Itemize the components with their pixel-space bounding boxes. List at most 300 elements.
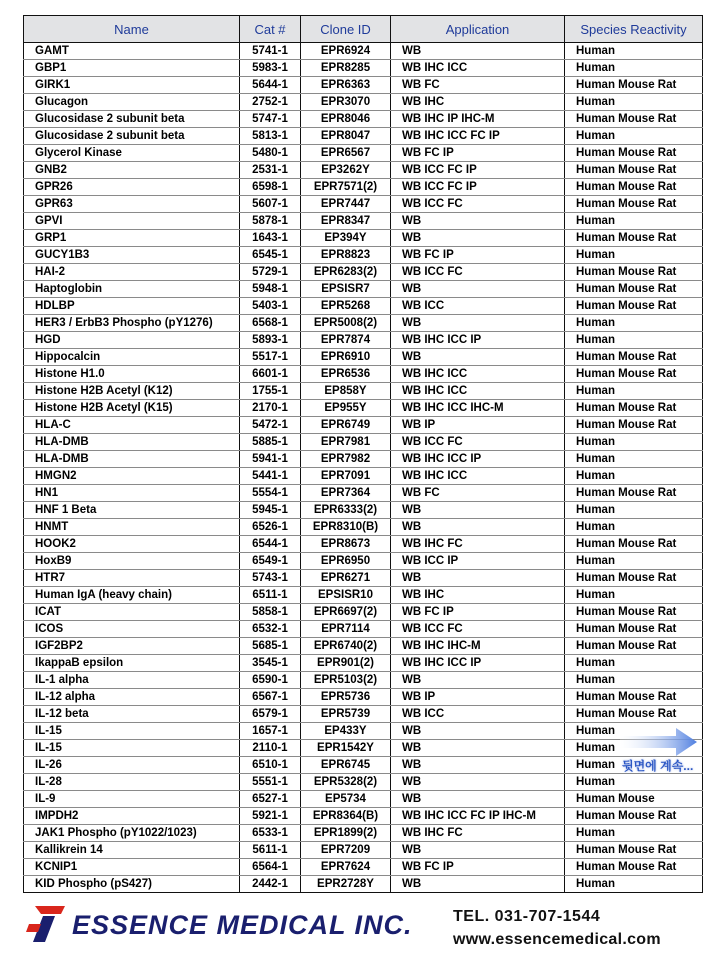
clone-id-cell: EP3262Y	[301, 162, 391, 179]
clone-id-cell: EPR8285	[301, 60, 391, 77]
name-cell: HLA-DMB	[24, 451, 240, 468]
clone-id-cell: EPR7447	[301, 196, 391, 213]
cat-number-cell: 1643-1	[240, 230, 301, 247]
clone-id-cell: EPR6567	[301, 145, 391, 162]
table-row	[24, 808, 703, 825]
application-cell: WB	[391, 349, 565, 366]
name-cell: GPR63	[24, 196, 240, 213]
application-cell: WB IP	[391, 689, 565, 706]
table-row	[24, 638, 703, 655]
clone-id-cell: EPR8364(B)	[301, 808, 391, 825]
cat-number-cell: 5948-1	[240, 281, 301, 298]
clone-id-cell: EPR6910	[301, 349, 391, 366]
application-cell: WB	[391, 315, 565, 332]
application-cell: WB IHC	[391, 94, 565, 111]
table-row	[24, 60, 703, 77]
cat-number-cell: 5644-1	[240, 77, 301, 94]
cat-number-cell: 6601-1	[240, 366, 301, 383]
clone-id-cell: EPR5736	[301, 689, 391, 706]
clone-id-cell: EPR6924	[301, 43, 391, 60]
species-cell: Human Mouse Rat	[565, 400, 703, 417]
name-cell: GNB2	[24, 162, 240, 179]
table-row	[24, 434, 703, 451]
application-cell: WB IHC	[391, 587, 565, 604]
table-row	[24, 536, 703, 553]
header-name: Name	[24, 16, 240, 43]
species-cell: Human	[565, 383, 703, 400]
clone-id-cell: EPR8310(B)	[301, 519, 391, 536]
company-name: ESSENCE MEDICAL INC.	[72, 910, 413, 940]
company-telephone: TEL. 031-707-1544	[453, 908, 601, 925]
species-cell: Human	[565, 451, 703, 468]
application-cell: WB	[391, 774, 565, 791]
application-cell: WB FC IP	[391, 145, 565, 162]
species-cell: Human Mouse Rat	[565, 111, 703, 128]
name-cell: Human IgA (heavy chain)	[24, 587, 240, 604]
application-cell: WB ICC FC	[391, 264, 565, 281]
application-cell: WB	[391, 213, 565, 230]
header-clone-id: Clone ID	[301, 16, 391, 43]
species-cell: Human Mouse Rat	[565, 230, 703, 247]
cat-number-cell: 5858-1	[240, 604, 301, 621]
application-cell: WB FC IP	[391, 604, 565, 621]
species-cell: Human Mouse Rat	[565, 706, 703, 723]
cat-number-cell: 2442-1	[240, 876, 301, 893]
application-cell: WB ICC FC IP	[391, 162, 565, 179]
application-cell: WB ICC FC	[391, 196, 565, 213]
cat-number-cell: 5403-1	[240, 298, 301, 315]
product-table	[23, 15, 703, 893]
cat-number-cell: 5945-1	[240, 502, 301, 519]
species-cell: Human Mouse Rat	[565, 570, 703, 587]
species-cell: Human	[565, 876, 703, 893]
name-cell: HN1	[24, 485, 240, 502]
clone-id-cell: EPR8046	[301, 111, 391, 128]
application-cell: WB	[391, 230, 565, 247]
cat-number-cell: 2531-1	[240, 162, 301, 179]
species-cell: Human	[565, 434, 703, 451]
clone-id-cell: EPR6333(2)	[301, 502, 391, 519]
cat-number-cell: 6549-1	[240, 553, 301, 570]
name-cell: Histone H2B Acetyl (K15)	[24, 400, 240, 417]
clone-id-cell: EPR7114	[301, 621, 391, 638]
species-cell: Human	[565, 43, 703, 60]
table-body	[24, 43, 703, 893]
application-cell: WB FC	[391, 485, 565, 502]
species-cell: Human	[565, 128, 703, 145]
cat-number-cell: 6590-1	[240, 672, 301, 689]
name-cell: GPVI	[24, 213, 240, 230]
name-cell: GPR26	[24, 179, 240, 196]
table-row	[24, 740, 703, 757]
species-cell: Human Mouse Rat	[565, 162, 703, 179]
cat-number-cell: 5743-1	[240, 570, 301, 587]
clone-id-cell: EPR5739	[301, 706, 391, 723]
species-cell: Human Mouse Rat	[565, 366, 703, 383]
name-cell: Kallikrein 14	[24, 842, 240, 859]
name-cell: HDLBP	[24, 298, 240, 315]
cat-number-cell: 2752-1	[240, 94, 301, 111]
application-cell: WB FC IP	[391, 247, 565, 264]
table-row	[24, 77, 703, 94]
cat-number-cell: 2170-1	[240, 400, 301, 417]
application-cell: WB IHC FC	[391, 825, 565, 842]
species-cell: Human	[565, 587, 703, 604]
application-cell: WB ICC	[391, 298, 565, 315]
cat-number-cell: 1755-1	[240, 383, 301, 400]
table-row	[24, 298, 703, 315]
clone-id-cell: EPR3070	[301, 94, 391, 111]
table-row	[24, 230, 703, 247]
table-row	[24, 587, 703, 604]
species-cell: Human Mouse Rat	[565, 349, 703, 366]
table-row	[24, 43, 703, 60]
species-cell: Human	[565, 519, 703, 536]
application-cell: WB IHC IHC-M	[391, 638, 565, 655]
clone-id-cell: EPR7209	[301, 842, 391, 859]
application-cell: WB	[391, 740, 565, 757]
table-row	[24, 196, 703, 213]
application-cell: WB IHC ICC IP	[391, 451, 565, 468]
name-cell: IL-12 alpha	[24, 689, 240, 706]
clone-id-cell: EPR7364	[301, 485, 391, 502]
cat-number-cell: 2110-1	[240, 740, 301, 757]
species-cell: Human Mouse Rat	[565, 689, 703, 706]
clone-id-cell: EPR5103(2)	[301, 672, 391, 689]
clone-id-cell: EP858Y	[301, 383, 391, 400]
clone-id-cell: EPR8347	[301, 213, 391, 230]
table-row	[24, 162, 703, 179]
clone-id-cell: EPR6745	[301, 757, 391, 774]
application-cell: WB IHC FC	[391, 536, 565, 553]
application-cell: WB FC	[391, 77, 565, 94]
application-cell: WB	[391, 281, 565, 298]
cat-number-cell: 5554-1	[240, 485, 301, 502]
clone-id-cell: EPR5328(2)	[301, 774, 391, 791]
species-cell: Human Mouse Rat	[565, 77, 703, 94]
application-cell: WB ICC FC	[391, 434, 565, 451]
species-cell: Human Mouse Rat	[565, 536, 703, 553]
cat-number-cell: 1657-1	[240, 723, 301, 740]
table-row	[24, 179, 703, 196]
clone-id-cell: EPR6536	[301, 366, 391, 383]
table-row	[24, 672, 703, 689]
application-cell: WB IHC ICC	[391, 383, 565, 400]
right-arrow-icon	[620, 727, 700, 757]
application-cell: WB	[391, 672, 565, 689]
name-cell: HLA-C	[24, 417, 240, 434]
clone-id-cell: EPR8047	[301, 128, 391, 145]
name-cell: IL-15	[24, 723, 240, 740]
name-cell: GIRK1	[24, 77, 240, 94]
species-cell: Human	[565, 247, 703, 264]
cat-number-cell: 6598-1	[240, 179, 301, 196]
clone-id-cell: EPR5268	[301, 298, 391, 315]
name-cell: IGF2BP2	[24, 638, 240, 655]
species-cell: Human Mouse Rat	[565, 859, 703, 876]
table-row	[24, 281, 703, 298]
table-row	[24, 213, 703, 230]
footer	[0, 898, 720, 960]
name-cell: HLA-DMB	[24, 434, 240, 451]
clone-id-cell: EPR7571(2)	[301, 179, 391, 196]
table-row	[24, 553, 703, 570]
name-cell: GBP1	[24, 60, 240, 77]
name-cell: HTR7	[24, 570, 240, 587]
cat-number-cell: 5480-1	[240, 145, 301, 162]
table-row	[24, 774, 703, 791]
clone-id-cell: EPR7982	[301, 451, 391, 468]
table-row	[24, 145, 703, 162]
species-cell: Human Mouse Rat	[565, 145, 703, 162]
clone-id-cell: EPR6283(2)	[301, 264, 391, 281]
application-cell: WB	[391, 502, 565, 519]
clone-id-cell: EPR6749	[301, 417, 391, 434]
clone-id-cell: EPR6950	[301, 553, 391, 570]
cat-number-cell: 6510-1	[240, 757, 301, 774]
application-cell: WB IHC ICC IP	[391, 655, 565, 672]
cat-number-cell: 5741-1	[240, 43, 301, 60]
cat-number-cell: 6564-1	[240, 859, 301, 876]
name-cell: ICAT	[24, 604, 240, 621]
cat-number-cell: 5551-1	[240, 774, 301, 791]
species-cell: Human Mouse Rat	[565, 638, 703, 655]
species-cell: Human Mouse Rat	[565, 417, 703, 434]
name-cell: Glucagon	[24, 94, 240, 111]
species-cell: Human	[565, 502, 703, 519]
cat-number-cell: 3545-1	[240, 655, 301, 672]
continue-note-text: 뒷면에 계속...	[622, 759, 694, 773]
cat-number-cell: 5893-1	[240, 332, 301, 349]
table-row	[24, 502, 703, 519]
species-cell: Human	[565, 332, 703, 349]
clone-id-cell: EPR1542Y	[301, 740, 391, 757]
cat-number-cell: 5729-1	[240, 264, 301, 281]
clone-id-cell: EPR901(2)	[301, 655, 391, 672]
application-cell: WB	[391, 757, 565, 774]
cat-number-cell: 5607-1	[240, 196, 301, 213]
application-cell: WB ICC IP	[391, 553, 565, 570]
table-row	[24, 689, 703, 706]
species-cell: Human	[565, 655, 703, 672]
name-cell: Glucosidase 2 subunit beta	[24, 111, 240, 128]
clone-id-cell: EPSISR10	[301, 587, 391, 604]
name-cell: HOOK2	[24, 536, 240, 553]
species-cell: Human	[565, 723, 703, 740]
name-cell: JAK1 Phospho (pY1022/1023)	[24, 825, 240, 842]
table-row	[24, 128, 703, 145]
name-cell: HNF 1 Beta	[24, 502, 240, 519]
cat-number-cell: 5878-1	[240, 213, 301, 230]
table-row	[24, 485, 703, 502]
name-cell: IL-26	[24, 757, 240, 774]
table-row	[24, 332, 703, 349]
species-cell: Human Mouse Rat	[565, 264, 703, 281]
cat-number-cell: 6579-1	[240, 706, 301, 723]
name-cell: Haptoglobin	[24, 281, 240, 298]
species-cell: Human	[565, 672, 703, 689]
table-row	[24, 111, 703, 128]
table-row	[24, 247, 703, 264]
cat-number-cell: 5441-1	[240, 468, 301, 485]
name-cell: GRP1	[24, 230, 240, 247]
application-cell: WB IHC ICC	[391, 366, 565, 383]
clone-id-cell: EPR8673	[301, 536, 391, 553]
cat-number-cell: 5747-1	[240, 111, 301, 128]
clone-id-cell: EPSISR7	[301, 281, 391, 298]
species-cell: Human	[565, 94, 703, 111]
species-cell: Human	[565, 213, 703, 230]
name-cell: ICOS	[24, 621, 240, 638]
header-cat-number: Cat #	[240, 16, 301, 43]
clone-id-cell: EP433Y	[301, 723, 391, 740]
clone-id-cell: EPR6697(2)	[301, 604, 391, 621]
cat-number-cell: 6527-1	[240, 791, 301, 808]
table-row	[24, 723, 703, 740]
cat-number-cell: 6567-1	[240, 689, 301, 706]
name-cell: HMGN2	[24, 468, 240, 485]
species-cell: Human	[565, 553, 703, 570]
table-row	[24, 570, 703, 587]
cat-number-cell: 6532-1	[240, 621, 301, 638]
name-cell: KCNIP1	[24, 859, 240, 876]
cat-number-cell: 5941-1	[240, 451, 301, 468]
table-row	[24, 842, 703, 859]
table-row	[24, 876, 703, 893]
company-website[interactable]: www.essencemedical.com	[453, 931, 661, 948]
species-cell: Human Mouse Rat	[565, 808, 703, 825]
table-row	[24, 621, 703, 638]
cat-number-cell: 5685-1	[240, 638, 301, 655]
clone-id-cell: EP955Y	[301, 400, 391, 417]
cat-number-cell: 6544-1	[240, 536, 301, 553]
cat-number-cell: 6526-1	[240, 519, 301, 536]
application-cell: WB IP	[391, 417, 565, 434]
species-cell: Human Mouse Rat	[565, 298, 703, 315]
table-row	[24, 315, 703, 332]
name-cell: HER3 / ErbB3 Phospho (pY1276)	[24, 315, 240, 332]
table-row	[24, 757, 703, 774]
species-cell: Human Mouse Rat	[565, 485, 703, 502]
cat-number-cell: 6545-1	[240, 247, 301, 264]
name-cell: HNMT	[24, 519, 240, 536]
clone-id-cell: EPR7981	[301, 434, 391, 451]
name-cell: IL-1 alpha	[24, 672, 240, 689]
table-row	[24, 519, 703, 536]
cat-number-cell: 5517-1	[240, 349, 301, 366]
clone-id-cell: EPR6740(2)	[301, 638, 391, 655]
table-row	[24, 604, 703, 621]
application-cell: WB	[391, 791, 565, 808]
species-cell: Human Mouse Rat	[565, 621, 703, 638]
clone-id-cell: EPR6271	[301, 570, 391, 587]
name-cell: IkappaB epsilon	[24, 655, 240, 672]
species-cell: Human	[565, 757, 703, 774]
name-cell: Histone H1.0	[24, 366, 240, 383]
application-cell: WB	[391, 519, 565, 536]
application-cell: WB	[391, 842, 565, 859]
application-cell: WB IHC ICC IP	[391, 332, 565, 349]
name-cell: Histone H2B Acetyl (K12)	[24, 383, 240, 400]
header-application: Application	[391, 16, 565, 43]
species-cell: Human Mouse Rat	[565, 281, 703, 298]
species-cell: Human	[565, 60, 703, 77]
name-cell: IL-15	[24, 740, 240, 757]
name-cell: IL-9	[24, 791, 240, 808]
clone-id-cell: EPR8823	[301, 247, 391, 264]
table-row	[24, 859, 703, 876]
cat-number-cell: 5472-1	[240, 417, 301, 434]
name-cell: IL-12 beta	[24, 706, 240, 723]
application-cell: WB ICC	[391, 706, 565, 723]
clone-id-cell: EPR7624	[301, 859, 391, 876]
table-row	[24, 349, 703, 366]
cat-number-cell: 5983-1	[240, 60, 301, 77]
table-row	[24, 451, 703, 468]
application-cell: WB IHC ICC IHC-M	[391, 400, 565, 417]
application-cell: WB FC IP	[391, 859, 565, 876]
cat-number-cell: 5611-1	[240, 842, 301, 859]
clone-id-cell: EPR5008(2)	[301, 315, 391, 332]
name-cell: Hippocalcin	[24, 349, 240, 366]
clone-id-cell: EPR7091	[301, 468, 391, 485]
table-row	[24, 825, 703, 842]
table-row	[24, 655, 703, 672]
name-cell: Glucosidase 2 subunit beta	[24, 128, 240, 145]
name-cell: KID Phospho (pS427)	[24, 876, 240, 893]
species-cell: Human Mouse Rat	[565, 196, 703, 213]
application-cell: WB IHC ICC	[391, 468, 565, 485]
clone-id-cell: EPR2728Y	[301, 876, 391, 893]
table-row	[24, 791, 703, 808]
application-cell: WB	[391, 723, 565, 740]
cat-number-cell: 6568-1	[240, 315, 301, 332]
species-cell: Human Mouse Rat	[565, 604, 703, 621]
application-cell: WB IHC IP IHC-M	[391, 111, 565, 128]
clone-id-cell: EP5734	[301, 791, 391, 808]
application-cell: WB ICC FC IP	[391, 179, 565, 196]
application-cell: WB	[391, 570, 565, 587]
name-cell: HGD	[24, 332, 240, 349]
cat-number-cell: 5813-1	[240, 128, 301, 145]
clone-id-cell: EPR6363	[301, 77, 391, 94]
table-row	[24, 400, 703, 417]
species-cell: Human	[565, 740, 703, 757]
table-row	[24, 468, 703, 485]
header-species-reactivity: Species Reactivity	[565, 16, 703, 43]
species-cell: Human	[565, 825, 703, 842]
clone-id-cell: EPR7874	[301, 332, 391, 349]
continue-on-back-note	[620, 727, 720, 779]
application-cell: WB	[391, 876, 565, 893]
essence-medical-logo	[25, 902, 73, 950]
table-row	[24, 417, 703, 434]
clone-id-cell: EP394Y	[301, 230, 391, 247]
species-cell: Human	[565, 315, 703, 332]
table-row	[24, 94, 703, 111]
table-row	[24, 383, 703, 400]
species-cell: Human	[565, 774, 703, 791]
product-table-sheet	[23, 15, 702, 893]
name-cell: GUCY1B3	[24, 247, 240, 264]
cat-number-cell: 5921-1	[240, 808, 301, 825]
table-row	[24, 264, 703, 281]
application-cell: WB ICC FC	[391, 621, 565, 638]
name-cell: HAI-2	[24, 264, 240, 281]
species-cell: Human Mouse Rat	[565, 179, 703, 196]
name-cell: Glycerol Kinase	[24, 145, 240, 162]
table-header-row	[24, 16, 703, 43]
